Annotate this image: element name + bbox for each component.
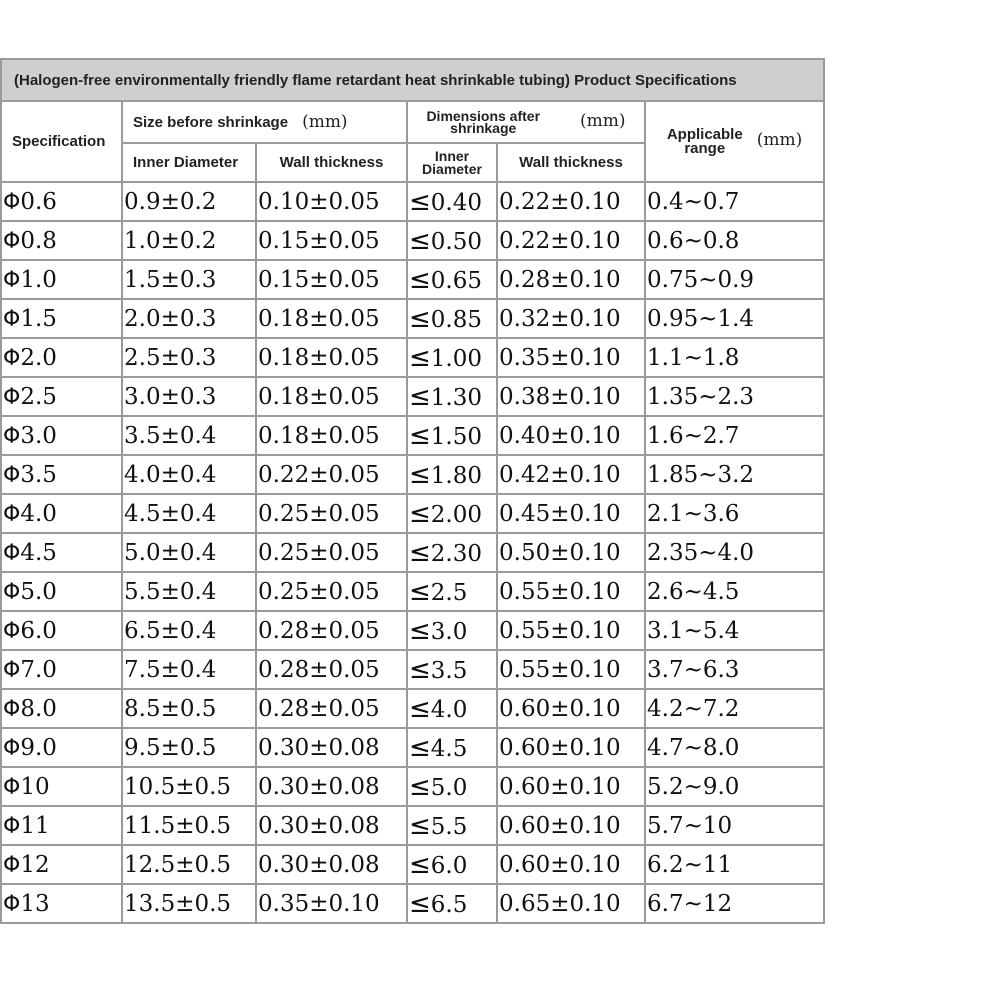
range-cell: 0.6~0.8 (645, 221, 824, 260)
spec-value: 7.0 (20, 656, 57, 683)
header-applicable-unit: (mm) (756, 130, 803, 151)
wall-before-cell: 0.28±0.05 (256, 689, 407, 728)
inner-after-cell (407, 806, 497, 845)
spec-cell (1, 533, 122, 572)
inner-after-value: 3.5 (430, 657, 468, 684)
spec-value: 3.0 (20, 422, 57, 449)
inner-after-cell (407, 845, 497, 884)
spec-sheet (0, 58, 823, 924)
header-inner-after-line2: Diameter (422, 160, 482, 177)
header-after-line1: Dimensions after (426, 108, 541, 124)
header-applicable-line1: Applicable (666, 125, 743, 143)
spec-cell (1, 221, 122, 260)
spec-value: 2.0 (20, 344, 57, 371)
phi-symbol: Φ (3, 540, 21, 566)
spec-cell (1, 455, 122, 494)
header-wall-after: Wall thickness (497, 143, 645, 182)
spec-value: 11 (20, 812, 50, 839)
wall-before-cell: 0.30±0.08 (256, 845, 407, 884)
header-after-label (426, 110, 540, 134)
table-row (1, 845, 824, 884)
range-cell: 4.7~8.0 (645, 728, 824, 767)
table-body (1, 182, 824, 923)
phi-symbol: Φ (3, 267, 21, 293)
inner-before-cell: 11.5±0.5 (122, 806, 256, 845)
lte-symbol: ≤ (409, 771, 431, 802)
table-row (1, 299, 824, 338)
table-row (1, 572, 824, 611)
phi-symbol: Φ (3, 735, 21, 761)
lte-symbol: ≤ (409, 420, 431, 451)
wall-after-cell: 0.42±0.10 (497, 455, 645, 494)
header-applicable-range (645, 101, 824, 182)
wall-before-cell: 0.18±0.05 (256, 338, 407, 377)
inner-before-cell: 12.5±0.5 (122, 845, 256, 884)
table-row (1, 494, 824, 533)
spec-cell (1, 806, 122, 845)
range-cell: 3.1~5.4 (645, 611, 824, 650)
wall-before-cell: 0.25±0.05 (256, 494, 407, 533)
inner-after-cell (407, 494, 497, 533)
spec-value: 8.0 (20, 695, 57, 722)
spec-value: 13 (20, 890, 50, 917)
wall-before-cell: 0.18±0.05 (256, 377, 407, 416)
inner-after-value: 0.85 (430, 306, 483, 333)
inner-after-cell (407, 416, 497, 455)
lte-symbol: ≤ (409, 303, 431, 334)
wall-after-cell: 0.40±0.10 (497, 416, 645, 455)
wall-before-cell: 0.30±0.08 (256, 806, 407, 845)
range-cell: 0.95~1.4 (645, 299, 824, 338)
spec-cell (1, 338, 122, 377)
wall-after-cell: 0.55±0.10 (497, 572, 645, 611)
spec-cell (1, 377, 122, 416)
inner-after-value: 1.80 (430, 462, 483, 489)
header-after-shrinkage (407, 101, 645, 143)
inner-after-cell (407, 338, 497, 377)
inner-after-cell (407, 884, 497, 923)
range-cell: 6.7~12 (645, 884, 824, 923)
inner-after-cell (407, 260, 497, 299)
inner-before-cell: 1.0±0.2 (122, 221, 256, 260)
inner-after-value: 4.5 (430, 735, 468, 762)
wall-before-cell: 0.25±0.05 (256, 572, 407, 611)
inner-after-value: 5.0 (430, 774, 468, 801)
inner-before-cell: 2.0±0.3 (122, 299, 256, 338)
range-cell: 1.35~2.3 (645, 377, 824, 416)
inner-after-value: 1.00 (430, 345, 483, 372)
range-cell: 0.4~0.7 (645, 182, 824, 221)
inner-after-cell (407, 377, 497, 416)
phi-symbol: Φ (3, 696, 21, 722)
spec-cell (1, 572, 122, 611)
inner-after-cell (407, 182, 497, 221)
table-row (1, 767, 824, 806)
spec-value: 4.0 (20, 500, 57, 527)
spec-value: 10 (20, 773, 50, 800)
inner-before-cell: 4.5±0.4 (122, 494, 256, 533)
inner-before-cell: 5.5±0.4 (122, 572, 256, 611)
wall-before-cell: 0.30±0.08 (256, 767, 407, 806)
inner-after-cell (407, 650, 497, 689)
inner-after-cell (407, 533, 497, 572)
table-row (1, 533, 824, 572)
lte-symbol: ≤ (409, 654, 431, 685)
inner-before-cell: 2.5±0.3 (122, 338, 256, 377)
phi-symbol: Φ (3, 462, 21, 488)
wall-after-cell: 0.50±0.10 (497, 533, 645, 572)
lte-symbol: ≤ (409, 888, 431, 919)
lte-symbol: ≤ (409, 537, 431, 568)
wall-after-cell: 0.60±0.10 (497, 728, 645, 767)
inner-before-cell: 6.5±0.4 (122, 611, 256, 650)
inner-after-cell (407, 767, 497, 806)
spec-cell (1, 611, 122, 650)
inner-before-cell: 13.5±0.5 (122, 884, 256, 923)
range-cell: 5.7~10 (645, 806, 824, 845)
header-specification: Specification (1, 101, 122, 182)
inner-before-cell: 9.5±0.5 (122, 728, 256, 767)
wall-before-cell: 0.15±0.05 (256, 260, 407, 299)
spec-value: 5.0 (20, 578, 57, 605)
header-before-shrinkage (122, 101, 407, 143)
table-row (1, 455, 824, 494)
range-cell: 2.1~3.6 (645, 494, 824, 533)
spec-value: 12 (20, 851, 50, 878)
table-row (1, 416, 824, 455)
inner-after-value: 4.0 (430, 696, 468, 723)
inner-after-value: 0.65 (430, 267, 483, 294)
table-row (1, 650, 824, 689)
wall-after-cell: 0.45±0.10 (497, 494, 645, 533)
range-cell: 4.2~7.2 (645, 689, 824, 728)
wall-before-cell: 0.28±0.05 (256, 611, 407, 650)
wall-after-cell: 0.55±0.10 (497, 611, 645, 650)
phi-symbol: Φ (3, 618, 21, 644)
spec-table (0, 58, 825, 924)
wall-after-cell: 0.28±0.10 (497, 260, 645, 299)
wall-after-cell: 0.65±0.10 (497, 884, 645, 923)
range-cell: 3.7~6.3 (645, 650, 824, 689)
header-applicable-label (666, 125, 743, 157)
inner-after-cell (407, 455, 497, 494)
spec-cell (1, 182, 122, 221)
table-row (1, 377, 824, 416)
spec-cell (1, 728, 122, 767)
wall-after-cell: 0.22±0.10 (497, 182, 645, 221)
inner-after-value: 0.40 (430, 189, 483, 216)
header-inner-after-label (422, 147, 482, 177)
inner-after-value: 6.0 (430, 852, 468, 879)
inner-after-value: 3.0 (430, 618, 468, 645)
lte-symbol: ≤ (409, 381, 431, 412)
lte-symbol: ≤ (409, 459, 431, 490)
inner-after-cell (407, 299, 497, 338)
inner-before-cell: 7.5±0.4 (122, 650, 256, 689)
inner-before-cell: 3.0±0.3 (122, 377, 256, 416)
wall-after-cell: 0.38±0.10 (497, 377, 645, 416)
lte-symbol: ≤ (409, 264, 431, 295)
inner-after-value: 5.5 (430, 813, 468, 840)
range-cell: 0.75~0.9 (645, 260, 824, 299)
lte-symbol: ≤ (409, 849, 431, 880)
phi-symbol: Φ (3, 579, 21, 605)
phi-symbol: Φ (3, 228, 21, 254)
spec-value: 2.5 (20, 383, 57, 410)
range-cell: 1.1~1.8 (645, 338, 824, 377)
wall-before-cell: 0.15±0.05 (256, 221, 407, 260)
spec-cell (1, 845, 122, 884)
inner-after-cell (407, 572, 497, 611)
lte-symbol: ≤ (409, 186, 431, 217)
wall-before-cell: 0.18±0.05 (256, 299, 407, 338)
lte-symbol: ≤ (409, 342, 431, 373)
spec-value: 1.5 (20, 305, 57, 332)
wall-after-cell: 0.35±0.10 (497, 338, 645, 377)
phi-symbol: Φ (3, 813, 21, 839)
wall-after-cell: 0.55±0.10 (497, 650, 645, 689)
spec-cell (1, 299, 122, 338)
wall-before-cell: 0.35±0.10 (256, 884, 407, 923)
phi-symbol: Φ (3, 891, 21, 917)
lte-symbol: ≤ (409, 810, 431, 841)
header-applicable-line2: range (684, 139, 726, 157)
lte-symbol: ≤ (409, 615, 431, 646)
wall-before-cell: 0.22±0.05 (256, 455, 407, 494)
inner-after-value: 1.30 (430, 384, 483, 411)
phi-symbol: Φ (3, 384, 21, 410)
inner-after-value: 6.5 (430, 891, 468, 918)
phi-symbol: Φ (3, 852, 21, 878)
header-after-line2: shrinkage (450, 120, 517, 136)
lte-symbol: ≤ (409, 225, 431, 256)
table-row (1, 806, 824, 845)
spec-value: 0.6 (20, 188, 57, 215)
spec-cell (1, 767, 122, 806)
inner-before-cell: 3.5±0.4 (122, 416, 256, 455)
phi-symbol: Φ (3, 189, 21, 215)
wall-after-cell: 0.60±0.10 (497, 845, 645, 884)
inner-after-value: 2.30 (430, 540, 483, 567)
range-cell: 1.6~2.7 (645, 416, 824, 455)
table-row (1, 338, 824, 377)
phi-symbol: Φ (3, 423, 21, 449)
phi-symbol: Φ (3, 345, 21, 371)
inner-before-cell: 1.5±0.3 (122, 260, 256, 299)
header-before-unit: (mm) (302, 112, 348, 132)
spec-cell (1, 494, 122, 533)
inner-before-cell: 4.0±0.4 (122, 455, 256, 494)
phi-symbol: Φ (3, 306, 21, 332)
phi-symbol: Φ (3, 774, 21, 800)
wall-after-cell: 0.22±0.10 (497, 221, 645, 260)
inner-after-cell (407, 221, 497, 260)
table-row (1, 182, 824, 221)
header-inner-after (407, 143, 497, 182)
spec-value: 9.0 (20, 734, 57, 761)
inner-before-cell: 10.5±0.5 (122, 767, 256, 806)
spec-value: 0.8 (20, 227, 57, 254)
wall-after-cell: 0.60±0.10 (497, 806, 645, 845)
wall-before-cell: 0.18±0.05 (256, 416, 407, 455)
wall-before-cell: 0.10±0.05 (256, 182, 407, 221)
table-row (1, 884, 824, 923)
table-row (1, 689, 824, 728)
lte-symbol: ≤ (409, 498, 431, 529)
wall-after-cell: 0.32±0.10 (497, 299, 645, 338)
phi-symbol: Φ (3, 657, 21, 683)
range-cell: 2.6~4.5 (645, 572, 824, 611)
inner-before-cell: 8.5±0.5 (122, 689, 256, 728)
spec-cell (1, 416, 122, 455)
range-cell: 2.35~4.0 (645, 533, 824, 572)
lte-symbol: ≤ (409, 732, 431, 763)
table-row (1, 260, 824, 299)
range-cell: 1.85~3.2 (645, 455, 824, 494)
inner-after-value: 0.50 (430, 228, 483, 255)
wall-after-cell: 0.60±0.10 (497, 767, 645, 806)
wall-before-cell: 0.28±0.05 (256, 650, 407, 689)
inner-after-value: 2.5 (430, 579, 468, 606)
inner-after-value: 2.00 (430, 501, 483, 528)
inner-after-value: 1.50 (430, 423, 483, 450)
spec-value: 6.0 (20, 617, 57, 644)
header-inner-after-line1: Inner (434, 147, 470, 164)
lte-symbol: ≤ (409, 576, 431, 607)
spec-cell (1, 650, 122, 689)
spec-value: 4.5 (20, 539, 57, 566)
inner-before-cell: 5.0±0.4 (122, 533, 256, 572)
header-before-label: Size before shrinkage (133, 114, 289, 131)
header-wall-before: Wall thickness (256, 143, 407, 182)
table-title: (Halogen-free environmentally friendly flame retardant heat shrinkable tubing) Product Specifications (1, 59, 824, 101)
table-row (1, 728, 824, 767)
wall-before-cell: 0.25±0.05 (256, 533, 407, 572)
wall-after-cell: 0.60±0.10 (497, 689, 645, 728)
spec-cell (1, 884, 122, 923)
inner-after-cell (407, 728, 497, 767)
spec-cell (1, 689, 122, 728)
spec-value: 1.0 (20, 266, 57, 293)
header-after-unit: (mm) (580, 110, 626, 131)
spec-cell (1, 260, 122, 299)
lte-symbol: ≤ (409, 693, 431, 724)
range-cell: 5.2~9.0 (645, 767, 824, 806)
wall-before-cell: 0.30±0.08 (256, 728, 407, 767)
inner-before-cell: 0.9±0.2 (122, 182, 256, 221)
inner-after-cell (407, 689, 497, 728)
phi-symbol: Φ (3, 501, 21, 527)
table-row (1, 611, 824, 650)
inner-after-cell (407, 611, 497, 650)
table-row (1, 221, 824, 260)
spec-value: 3.5 (20, 461, 57, 488)
header-inner-before: Inner Diameter (122, 143, 256, 182)
range-cell: 6.2~11 (645, 845, 824, 884)
